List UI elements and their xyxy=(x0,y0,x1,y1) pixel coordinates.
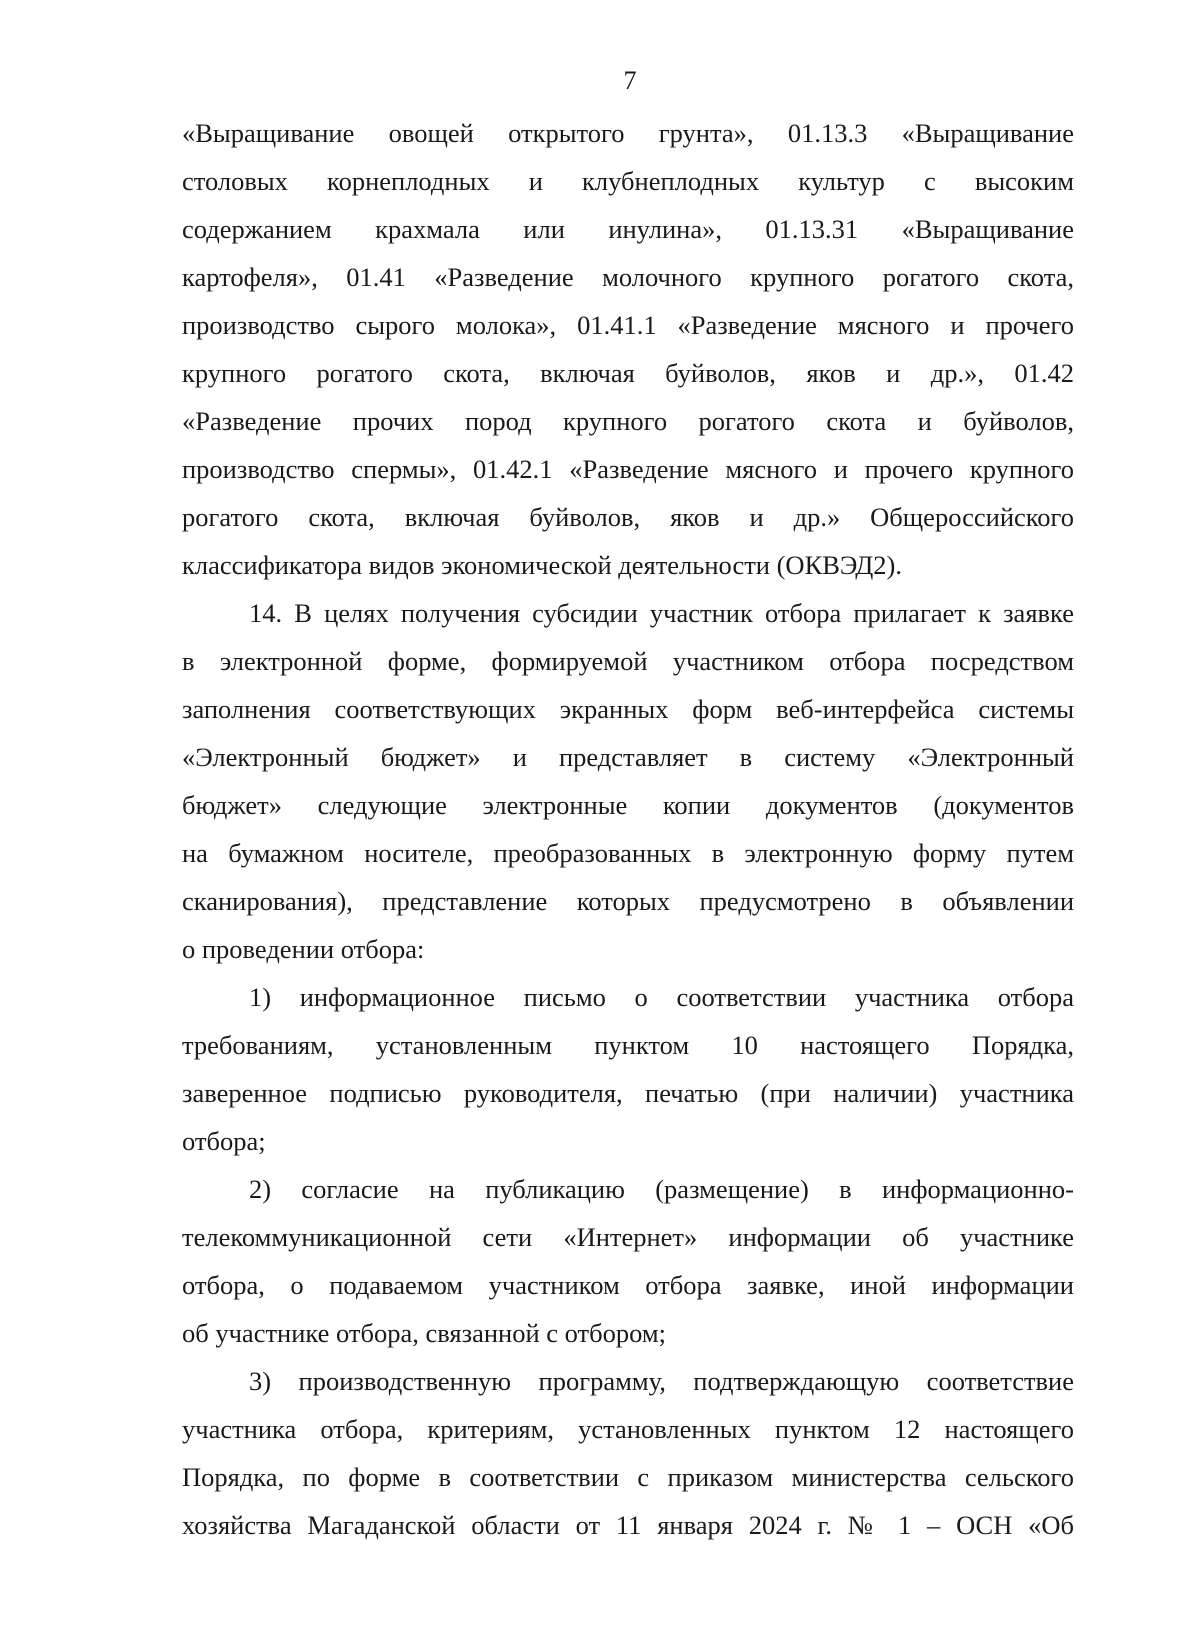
text-line: «Разведение прочих пород крупного рогатого скота и буйволов, xyxy=(182,406,1074,436)
text-line: «Выращивание овощей открытого грунта», 01.13.3 «Выращивание xyxy=(182,118,1074,148)
text-line: 14. В целях получения субсидии участник отбора прилагает к заявке xyxy=(249,598,1074,628)
text-line: производство сырого молока», 01.41.1 «Разведение мясного и прочего xyxy=(182,310,1074,340)
text-line: об участнике отбора, связанной с отбором; xyxy=(182,1318,666,1348)
text-line: содержанием крахмала или инулина», 01.13.31 «Выращивание xyxy=(182,214,1074,244)
text-line: 2) согласие на публикацию (размещение) в информационно- xyxy=(249,1174,1074,1204)
text-line: телекоммуникационной сети «Интернет» информации об участнике xyxy=(182,1222,1074,1252)
text-line: отбора, о подаваемом участником отбора заявке, иной информации xyxy=(182,1270,1074,1300)
text-line: крупного рогатого скота, включая буйволов, яков и др.», 01.42 xyxy=(182,358,1074,388)
text-line: рогатого скота, включая буйволов, яков и др.» Общероссийского xyxy=(182,502,1074,532)
text-line: на бумажном носителе, преобразованных в электронную форму путем xyxy=(182,838,1074,868)
text-line: 3) производственную программу, подтверждающую соответствие xyxy=(249,1366,1074,1396)
paragraph-subitem-2 xyxy=(182,1165,1074,1357)
text-line: в электронной форме, формируемой участником отбора посредством xyxy=(182,646,1074,676)
text-line: хозяйства Магаданской области от 11 января 2024 г. № 1 – ОСН «Об xyxy=(182,1510,1074,1540)
text-line: заверенное подписью руководителя, печатью (при наличии) участника xyxy=(182,1078,1074,1108)
text-line: сканирования), представление которых предусмотрено в объявлении xyxy=(182,886,1074,916)
text-line: картофеля», 01.41 «Разведение молочного крупного рогатого скота, xyxy=(182,262,1074,292)
text-line: заполнения соответствующих экранных форм веб-интерфейса системы xyxy=(182,694,1074,724)
paragraph-okved-list xyxy=(182,109,1074,589)
document-body xyxy=(182,109,1074,1549)
paragraph-subitem-3 xyxy=(182,1357,1074,1549)
paragraph-subitem-1 xyxy=(182,973,1074,1165)
text-line: участника отбора, критериям, установленных пунктом 12 настоящего xyxy=(182,1414,1074,1444)
text-line: столовых корнеплодных и клубнеплодных культур с высоким xyxy=(182,166,1074,196)
text-line: бюджет» следующие электронные копии документов (документов xyxy=(182,790,1074,820)
text-line: требованиям, установленным пунктом 10 настоящего Порядка, xyxy=(182,1030,1074,1060)
text-line: производство спермы», 01.42.1 «Разведение мясного и прочего крупного xyxy=(182,454,1074,484)
text-line: отбора; xyxy=(182,1126,266,1156)
text-line: классификатора видов экономической деятельности (ОКВЭД2). xyxy=(182,550,902,580)
text-line: «Электронный бюджет» и представляет в систему «Электронный xyxy=(182,742,1074,772)
text-line: 1) информационное письмо о соответствии участника отбора xyxy=(249,982,1074,1012)
page-number: 7 xyxy=(623,66,637,95)
text-line: Порядка, по форме в соответствии с приказом министерства сельского xyxy=(182,1462,1074,1492)
text-line: о проведении отбора: xyxy=(182,934,425,964)
paragraph-item-14 xyxy=(182,589,1074,973)
